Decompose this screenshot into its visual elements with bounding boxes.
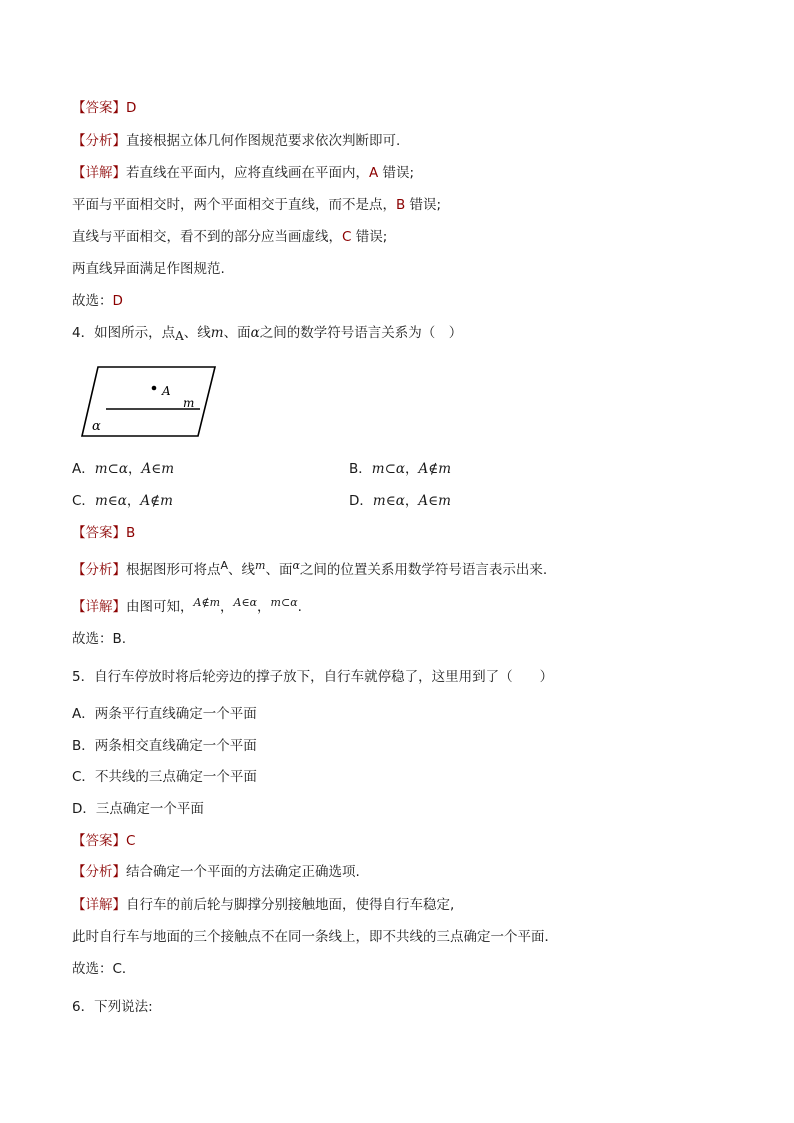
q4-option-d[interactable]: D．m∈α，A∈m xyxy=(349,493,451,509)
q5-choose: 故选：C． xyxy=(72,961,136,977)
q5-detail: 【详解】自行车的前后轮与脚撑分别接触地面，使得自行车稳定, xyxy=(72,897,455,913)
point-a-label: A xyxy=(162,384,171,398)
line-m-label: m xyxy=(183,396,195,410)
q4-detail: 【详解】由图可知，$^{A\notin m}$，$^{A\in\alpha}$，$^{m\subset\alpha}$. xyxy=(72,596,302,615)
q3-analysis: 【分析】直接根据立体几何作图规范要求依次判断即可. xyxy=(72,133,401,149)
q5-stem: 5．自行车停放时将后轮旁边的撑子放下，自行车就停稳了，这里用到了（ ） xyxy=(72,669,554,685)
plane-alpha-parallelogram xyxy=(82,367,215,436)
q5-option-a[interactable]: A．两条平行直线确定一个平面 xyxy=(72,706,257,722)
q5-option-b[interactable]: B．两条相交直线确定一个平面 xyxy=(72,738,257,754)
q4-choose: 故选：B. xyxy=(72,631,127,647)
q3-detail-line2: 平面与平面相交时，两个平面相交于直线，而不是点，B 错误; xyxy=(72,197,442,213)
q4-analysis: 【分析】根据图形可将点$^A$、线$^m$、面$^\alpha$之间的位置关系用数学符号语言表示出来. xyxy=(72,559,548,578)
plane-figure xyxy=(80,364,220,440)
q3-detail-line3: 直线与平面相交，看不到的部分应当画虚线，C 错误; xyxy=(72,229,388,245)
q5-detail-line2: 此时自行车与地面的三个接触点不在同一条线上，即不共线的三点确定一个平面． xyxy=(72,929,558,945)
q3-answer: 【答案】D xyxy=(72,100,137,116)
q4-option-a[interactable]: A．m⊂α，A∈m xyxy=(72,461,175,477)
q4-stem: 4．如图所示，点A、线m、面α之间的数学符号语言关系为（ ） xyxy=(72,325,463,343)
q6-stem: 6．下列说法: xyxy=(72,999,153,1015)
q4-option-b[interactable]: B．m⊂α，A∉m xyxy=(349,461,452,477)
q4-answer: 【答案】B xyxy=(72,525,136,541)
q5-option-d[interactable]: D．三点确定一个平面 xyxy=(72,801,204,817)
q4-option-c[interactable]: C．m∈α，A∉m xyxy=(72,493,173,509)
plane-alpha-label: α xyxy=(92,419,101,434)
q3-detail: 【详解】若直线在平面内，应将直线画在平面内，A 错误; xyxy=(72,165,415,181)
q3-detail-line4: 两直线异面满足作图规范. xyxy=(72,261,225,277)
point-a xyxy=(152,386,157,391)
q5-analysis: 【分析】结合确定一个平面的方法确定正确选项. xyxy=(72,864,360,880)
q3-choose: 故选：D xyxy=(72,293,123,309)
q5-answer: 【答案】C xyxy=(72,833,136,849)
q5-option-c[interactable]: C．不共线的三点确定一个平面 xyxy=(72,769,257,785)
